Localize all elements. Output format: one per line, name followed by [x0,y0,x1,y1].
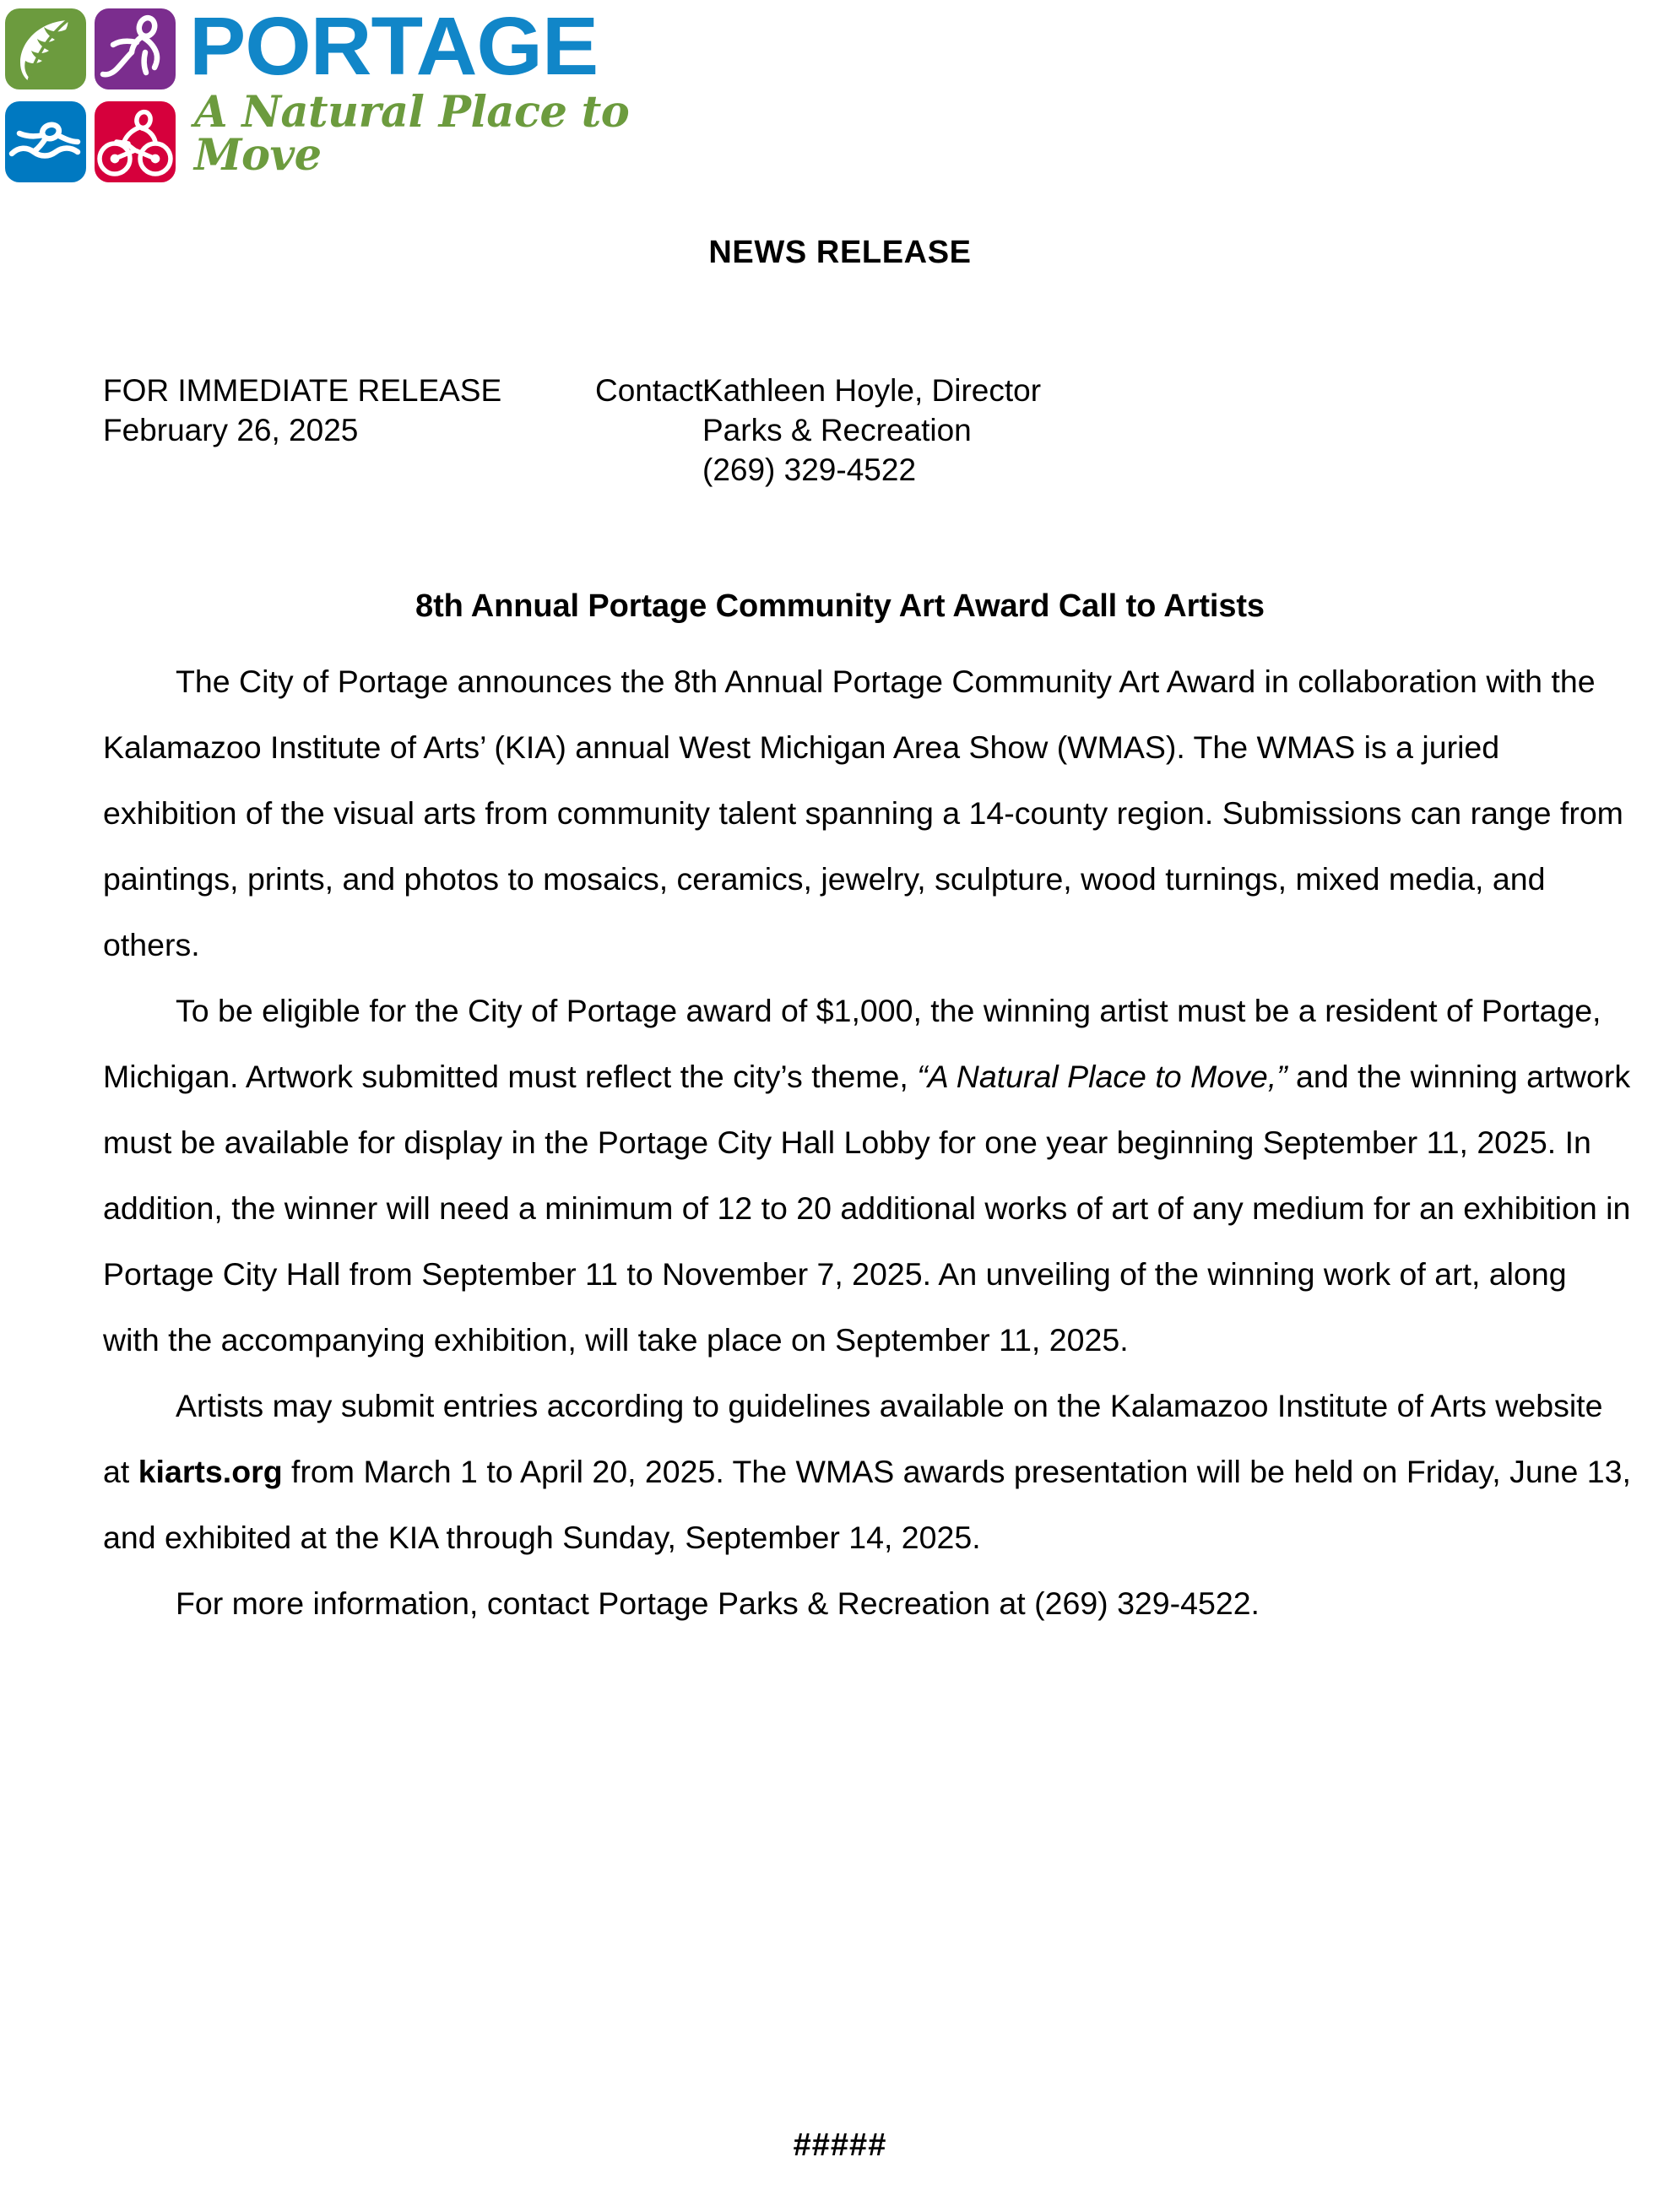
portage-logo [5,0,706,185]
paragraph-2 [103,978,1631,1373]
paragraph-1: The City of Portage announces the 8th Annual Portage Community Art Award in collaboration with the Kalamazoo Institute of Arts’ (KIA) annual West Michigan Area Show (WMAS). The WMAS is a juried exhibition of the visual arts from community talent spanning a 14-county region. Submissions can range from paintings, prints, and photos to mosaics, ceramics, jewelry, sculpture, wood turnings, mixed media, and others. [103,664,1623,962]
paragraph-3 [103,1373,1631,1570]
logo-wordmark-group [189,0,696,181]
wordmark-portage: PORTAGE [189,0,599,92]
article-body [103,648,1631,1636]
runner-icon [95,8,176,89]
paragraph-4: For more information, contact Portage Parks & Recreation at (269) 329-4522. [176,1585,1260,1621]
kiarts-website-link[interactable]: kiarts.org [138,1454,283,1489]
cyclist-icon [95,101,176,182]
contact-department: Parks & Recreation [702,413,972,447]
wordmark-tagline: A Natural Place to Move [194,87,630,181]
paragraph-3-part-a: Artists may submit entries according to guidelines available on the Kalamazoo Institute of Arts website at [103,1388,1603,1489]
paragraph-2-part-a: To be eligible for the City of Portage award of $1,000, the winning artist must be a resident of Portage, Michigan. Artwork submitted must reflect the city’s theme, [103,993,1601,1094]
contact-values [702,371,1041,490]
page-title: NEWS RELEASE [708,235,972,270]
release-status: FOR IMMEDIATE RELEASE [103,373,502,408]
article-headline: 8th Annual Portage Community Art Award Call to Artists [415,588,1265,624]
contact-name: Kathleen Hoyle, Director [702,373,1042,408]
release-meta-row [103,371,1614,490]
paragraph-3-part-b: from March 1 to April 20, 2025. The WMAS awards presentation will be held on Friday, June 13, and exhibited at the KIA through Sunday, September 14, 2025. [103,1454,1631,1555]
contact-block [595,371,1041,490]
end-mark: ##### [793,2127,887,2163]
paragraph-2-part-b: and the winning artwork must be available for display in the Portage City Hall Lobby for one year beginning September 11, 2025. In addition, the winner will need a minimum of 12 to 20 additional works of art of any medium for an exhibition in Portage City Hall from September 11 to November 7, 2025. An unveiling of the winning work of art, along with the accompanying exhibition, will take place on September 11, 2025. [103,1059,1631,1358]
contact-label: Contact: [595,373,712,408]
release-status-block [103,371,593,450]
city-theme-quote: “A Natural Place to Move,” [917,1059,1287,1094]
contact-phone: (269) 329-4522 [702,453,917,487]
swimmer-icon [5,101,86,182]
release-date: February 26, 2025 [103,413,359,447]
logo-icon-grid [5,8,176,182]
leaf-icon [5,8,86,89]
